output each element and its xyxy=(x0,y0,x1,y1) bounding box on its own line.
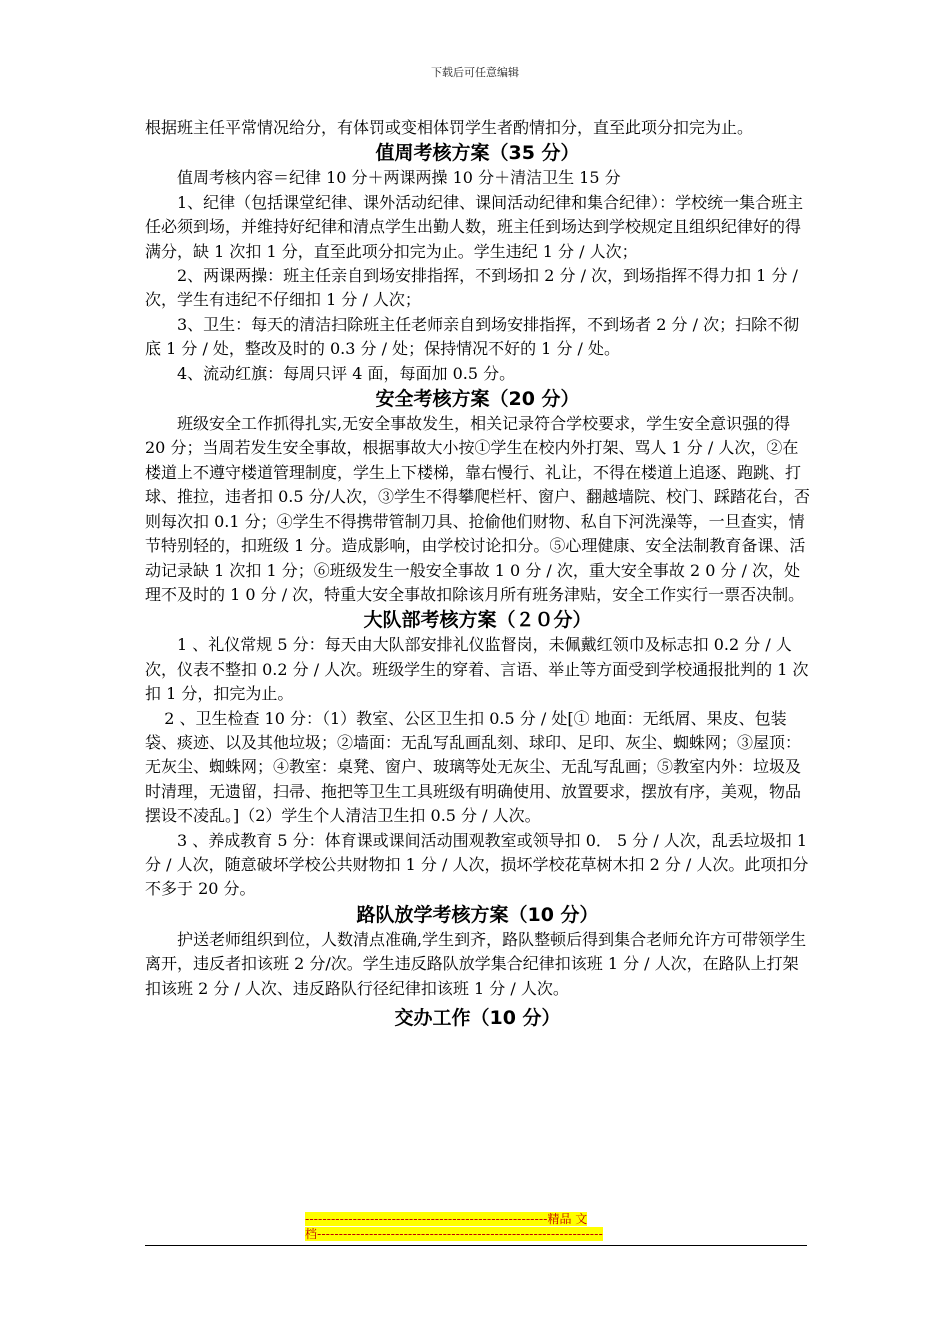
duty-discipline: 1、纪律（包括课堂纪律、课外活动纪律、课间活动纪律和集合纪律）：学校统一集合班主任必须到场，并维持好纪律和清点学生出勤人数，班主任到场达到学校规定且组织纪律好的得满分，缺 1 次扣 1 分，直至此项分扣完为止。学生违纪 1 分 / 人次； xyxy=(145,192,804,261)
intro-paragraph: 根据班主任平常情况给分，有体罚或变相体罚学生者酌情扣分，直至此项分扣完为止。 xyxy=(145,118,754,137)
duty-exercises: 2、两课两操：班主任亲自到场安排指挥，不到场扣 2 分 / 次，到场指挥不得力扣 1 分 / 次，学生有违纪不仔细扣 1 分 / 人次； xyxy=(145,266,798,310)
page-header: 下载后可任意编辑 xyxy=(431,66,519,79)
section-title-assigned-work: 交办工作（10 分） xyxy=(394,1007,561,1029)
duty-red-flag: 4、流动红旗：每周只评 4 面，每面加 0.5 分。 xyxy=(177,363,516,383)
brigade-hygiene: 2 、卫生检查 10 分：（1）教室、公区卫生扣 0.5 分 / 处[① 地面：无纸屑、果皮、包装袋、痰迹、以及其他垃圾；②墙面：无乱写乱画乱刻、球印、足印、灰尘、蜘蛛网；③屋顶：无灰尘、蜘蛛网；④教室：桌凳、窗户、玻璃等处无灰尘、无乱写乱画；⑤教室内外：垃圾及时清理，无遗留，扫帚、拖把等卫生工具班级有明确使用、放置要求，摆放有序，美观，物品摆设不凌乱。]（2）学生个人清洁卫生扣 0.5 分 / 人次。 xyxy=(145,708,802,826)
brigade-habits: 3 、养成教育 5 分：体育课或课间活动围观教室或领导扣 0． 5 分 / 人次，乱丢垃圾扣 1 分 / 人次，随意破坏学校公共财物扣 1 分 / 人次，损坏学校花草树木扣 2 分 / 人次。此项扣分不多于 20 分。 xyxy=(145,830,809,899)
section-title-brigade: 大队部考核方案（２０分） xyxy=(363,609,592,632)
footer-line-2: 档------------------------------------------------------------------ xyxy=(305,1227,603,1241)
safety-paragraph: 班级安全工作抓得扎实,无安全事故发生，相关记录符合学校要求，学生安全意识强的得 20 分；当周若发生安全事故，根据事故大小按①学生在校内外打架、骂人 1 分 / 人次，②在楼道上不遵守楼道管理制度，学生上下楼梯，靠右慢行、礼让，不得在楼道上追逐、跑跳、打球、推拉，违者扣 0.5 分/人次，③学生不得攀爬栏杆、窗户、翻越墙院、校门、踩踏花台，否则每次扣 0.1 分；④学生不得携带管制刀具、抢偷他们财物、私自下河洗澡等，一旦查实，情节特别轻的，扣班级 1 分。造成影响，由学校讨论扣分。⑤心理健康、安全法制教育备课、活动记录缺 1 次扣 1 分；⑥班级发生一般安全事故 1 0 分 / 次，重大安全事故 2 0 分 / 次，处理不及时的 1 0 分 / 次，特重大安全事故扣除该月所有班务津贴，安全工作实行一票否决制。 xyxy=(145,414,811,604)
dismissal-paragraph: 护送老师组织到位，人数清点准确,学生到齐，路队整顿后得到集合老师允许方可带领学生离开，违反者扣该班 2 分/次。学生违反路队放学集合纪律扣该班 1 分 / 人次，在路队上打架扣该班 2 分 / 人次、违反路队行径纪律扣该班 1 分 / 人次。 xyxy=(145,929,807,998)
duty-summary: 值周考核内容＝纪律 10 分＋两课两操 10 分＋清洁卫生 15 分 xyxy=(177,168,621,188)
duty-hygiene: 3、卫生：每天的清洁扫除班主任老师亲自到场安排指挥，不到场者 2 分 / 次；扫除不彻底 1 分 / 处，整改及时的 0.3 分 / 处；保持情况不好的 1 分 / 处。 xyxy=(145,314,800,359)
brigade-etiquette: 1 、礼仪常规 5 分：每天由大队部安排礼仪监督岗，未佩戴红领巾及标志扣 0.2 分 / 人次，仪表不整扣 0.2 分 / 人次。班级学生的穿着、言语、举止等方面受到学校通报批判的 1 次扣 1 分，扣完为止。 xyxy=(145,635,809,704)
footer-rule xyxy=(145,1245,807,1246)
section-title-dismissal: 路队放学考核方案（10 分） xyxy=(356,903,599,926)
footer-line-1: --------------------------------------------------------精品 文 xyxy=(305,1212,588,1226)
footer-watermark xyxy=(305,1212,650,1242)
section-title-duty: 值周考核方案（35 分） xyxy=(375,142,580,165)
document-body xyxy=(145,116,810,1037)
section-title-safety: 安全考核方案（20 分） xyxy=(375,388,580,411)
